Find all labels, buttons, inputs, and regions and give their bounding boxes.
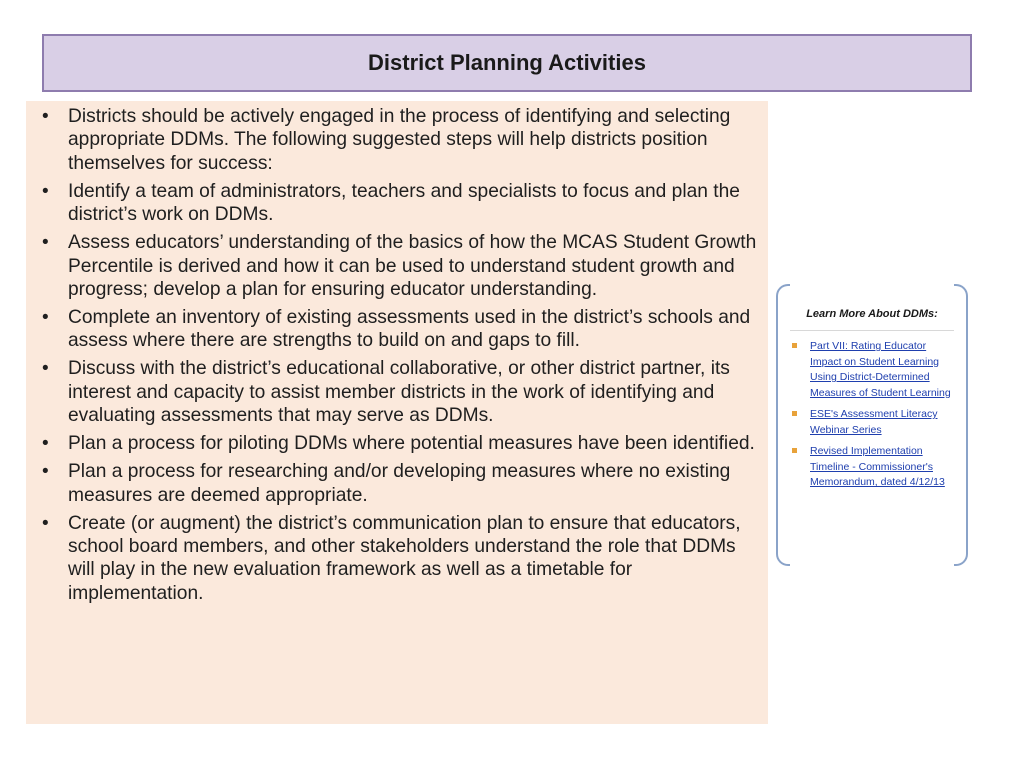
- slide-title: District Planning Activities: [368, 50, 646, 75]
- link-revised-timeline[interactable]: Revised Implementation Timeline - Commissioner's Memorandum, dated 4/12/13: [810, 445, 945, 488]
- bullet-item: [34, 460, 758, 507]
- left-bracket-decoration: [776, 284, 790, 566]
- bullet-dot: •: [42, 106, 49, 127]
- bullet-item: [34, 180, 758, 227]
- sidebar-heading: Learn More About DDMs:: [790, 298, 954, 331]
- right-bracket-decoration: [954, 284, 968, 566]
- bullet-text: Complete an inventory of existing assessments used in the district’s schools and assess where there are strengths to build on and gaps to fill.: [68, 307, 751, 352]
- bullet-text: Districts should be actively engaged in the process of identifying and selecting appropriate DDMs. The following suggested steps will help districts position themselves for success:: [68, 106, 731, 174]
- link-assessment-webinar[interactable]: ESE's Assessment Literacy Webinar Series: [810, 408, 938, 436]
- bullet-item: [34, 306, 758, 353]
- bullet-dot: •: [42, 433, 49, 455]
- square-bullet-icon: [792, 343, 797, 348]
- bullet-item: [34, 512, 758, 606]
- link-part-vii-rating[interactable]: Part VII: Rating Educator Impact on Student Learning Using District-Determined Measures of Student Learning: [810, 340, 951, 399]
- bullet-list: [34, 105, 758, 605]
- sidebar-link-list: [790, 339, 954, 491]
- title-bar: [42, 34, 972, 92]
- bullet-item: [34, 432, 758, 455]
- bullet-dot: •: [42, 512, 49, 534]
- bullet-item: [34, 231, 758, 301]
- square-bullet-icon: [792, 411, 797, 416]
- bullet-text: Assess educators’ understanding of the basics of how the MCAS Student Growth Percentile is derived and how it can be used to understand student growth and progress; develop a plan for ensuring educator understanding.: [68, 232, 757, 301]
- bullet-text: Discuss with the district’s educational collaborative, or other district partner, its interest and capacity to assist member districts in the work of identifying and evaluating assessments that may serve as DDMs.: [68, 358, 730, 427]
- bullet-text: Create (or augment) the district’s communication plan to ensure that educators, school board members, and other stakeholders understand the role that DDMs will play in the new evaluation framework as well as a timetable for implementation.: [68, 512, 741, 604]
- bullet-dot: •: [42, 307, 49, 329]
- bullet-dot: •: [42, 232, 49, 254]
- learn-more-sidebar: [776, 284, 968, 566]
- content-box: [26, 101, 768, 724]
- bullet-dot: •: [42, 180, 49, 202]
- bullet-item: [34, 357, 758, 427]
- bullet-text: Identify a team of administrators, teachers and specialists to focus and plan the district’s work on DDMs.: [68, 180, 740, 226]
- bullet-item: [34, 105, 758, 175]
- bullet-dot: •: [42, 358, 49, 380]
- bullet-text: Plan a process for researching and/or developing measures where no existing measures are deemed appropriate.: [68, 461, 731, 506]
- sidebar-link-item: [790, 407, 954, 438]
- sidebar-content: [790, 298, 954, 497]
- bullet-text: Plan a process for piloting DDMs where potential measures have been identified.: [68, 433, 755, 455]
- sidebar-link-item: [790, 444, 954, 491]
- bullet-dot: •: [42, 461, 49, 483]
- square-bullet-icon: [792, 448, 797, 453]
- sidebar-link-item: [790, 339, 954, 401]
